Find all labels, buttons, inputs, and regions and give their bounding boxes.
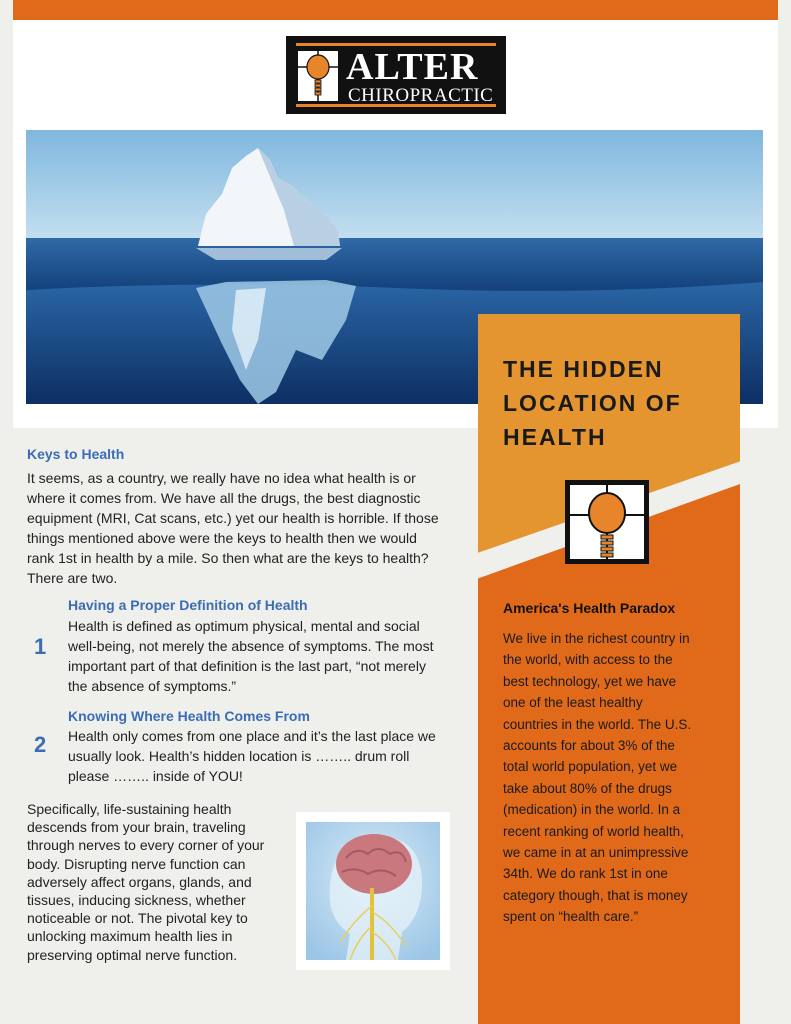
item-body-1: Health is defined as optimum physical, mental and social well-being, not merely the absence of symptoms. The most important part of that definition is the last part, “not merely the absence of symptoms.” [68, 618, 434, 694]
page-title-line-2: LOCATION OF [503, 390, 682, 416]
page-title-line-1: THE HIDDEN [503, 356, 664, 382]
keys-heading: Keys to Health [27, 446, 125, 462]
item-body-2: Health only comes from one place and it’s the last place we usually look. Health’s hidden location is …….. drum roll please …….. inside of YOU! [68, 728, 436, 784]
item-heading-2: Knowing Where Health Comes From [68, 708, 310, 724]
alter-chiropractic-logo [286, 36, 506, 114]
brain-photo-frame [296, 812, 450, 970]
paradox-body: We live in the richest country in the world, with access to the best technology, yet we have one of the least healthy countries in the world. The U.S. accounts for about 3% of the total world population, yet we take about 80% of the drugs (medication) in the world. In a recent ranking of world health, we came in at an unimpressive 34th. We do rank 1st in one category though, that is money spent on “health care.” [503, 631, 692, 925]
paradox-heading: America's Health Paradox [503, 600, 676, 616]
item-number-2: 2 [34, 732, 47, 757]
spine-head-icon [298, 51, 338, 101]
brain-nervous-system-image [306, 822, 440, 960]
spine-head-icon [565, 480, 649, 564]
top-orange-bar [13, 0, 778, 20]
item-number-1: 1 [34, 634, 47, 659]
page-title [503, 352, 733, 454]
intro-paragraph: It seems, as a country, we really have no idea what health is or where it comes from. We have all the drugs, the best diagnostic equipment (MRI, Cat scans, etc.) yet our health is horrible. If those things mentioned above were the keys to health then we would rank 1st in health by a mile. So then what are the keys to health? There are two. [27, 470, 439, 586]
logo-chiropractic-text: CHIROPRACTIC [348, 85, 494, 106]
item-heading-1: Having a Proper Definition of Health [68, 597, 308, 613]
logo-alter-text: ALTER [346, 46, 479, 88]
nerve-function-paragraph: Specifically, life-sustaining health descends from your brain, traveling through nerves to every corner of your body. Disrupting nerve function can adversely affect organs, glands, and tissues, inducing sickness, whether noticeable or not. The pivotal key to unlocking maximum health lies in preserving optimal nerve function. [27, 801, 265, 963]
page-title-line-3: HEALTH [503, 424, 607, 450]
